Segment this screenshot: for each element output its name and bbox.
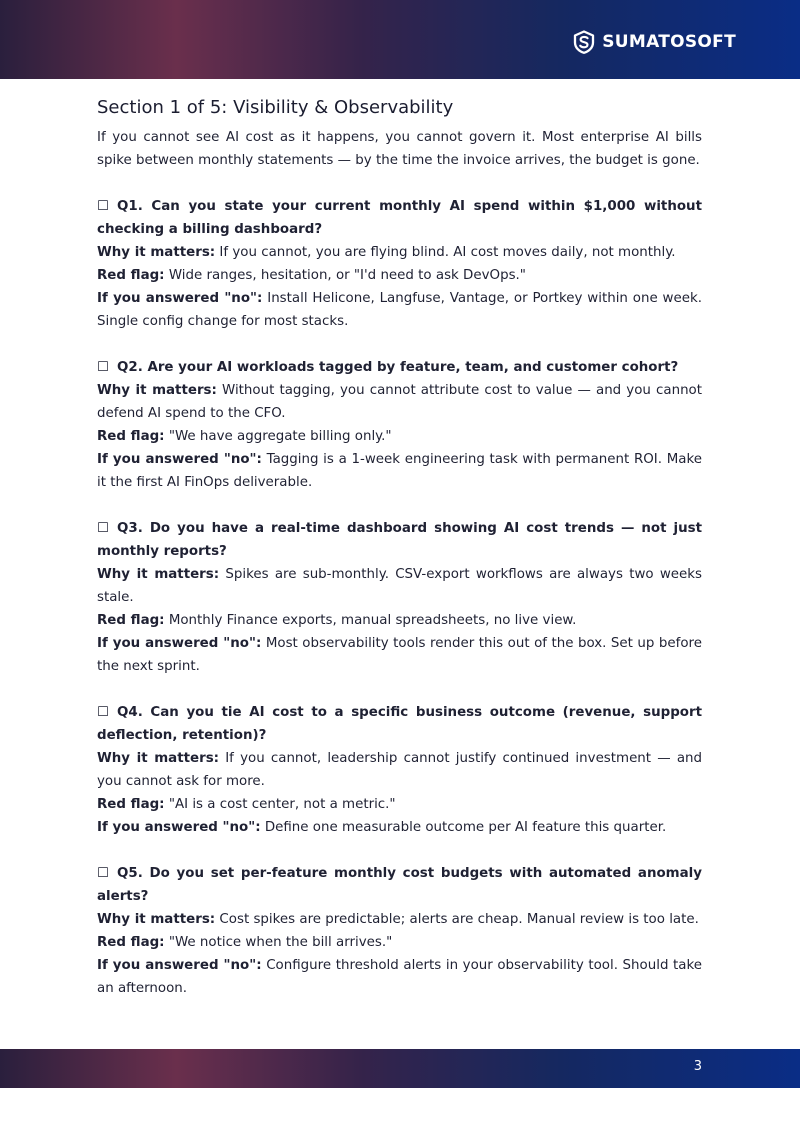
red-flag-text: "AI is a cost center, not a metric." <box>168 797 396 812</box>
question-q4 <box>97 701 702 839</box>
why-text: If you cannot, leadership cannot justify continued investment — and you cannot ask for more. <box>97 751 703 789</box>
if-no <box>97 448 702 494</box>
if-no-label: If you answered "no": <box>97 958 262 973</box>
if-no-label: If you answered "no": <box>97 820 261 835</box>
checkbox-icon: ☐ <box>97 705 110 720</box>
why-label: Why it matters: <box>97 751 220 766</box>
why-it-matters <box>97 379 702 425</box>
red-flag-label: Red flag: <box>97 797 165 812</box>
red-flag-label: Red flag: <box>97 268 165 283</box>
why-it-matters <box>97 908 702 931</box>
why-text: If you cannot, you are flying blind. AI cost moves daily, not monthly. <box>219 245 676 260</box>
section-title: Section 1 of 5: Visibility & Observability <box>97 97 454 118</box>
checkbox-icon: ☐ <box>97 360 110 375</box>
question-title <box>97 862 702 908</box>
if-no-text: Configure threshold alerts in your observability tool. Should take an afternoon. <box>97 958 703 996</box>
red-flag <box>97 609 702 632</box>
main-content <box>97 96 702 1000</box>
section-intro: If you cannot see AI cost as it happens, you cannot govern it. Most enterprise AI bills spike between monthly statements — by the time the invoice arrives, the budget is gone. <box>97 130 702 168</box>
question-title <box>97 701 702 747</box>
why-label: Why it matters: <box>97 567 220 582</box>
question-q1 <box>97 195 702 333</box>
red-flag <box>97 425 702 448</box>
red-flag-label: Red flag: <box>97 935 165 950</box>
red-flag-label: Red flag: <box>97 429 165 444</box>
red-flag <box>97 931 702 954</box>
question-title <box>97 356 702 379</box>
if-no-text: Tagging is a 1-week engineering task with permanent ROI. Make it the first AI FinOps deliverable. <box>97 452 702 490</box>
checkbox-icon: ☐ <box>97 866 110 881</box>
red-flag-text: Monthly Finance exports, manual spreadsheets, no live view. <box>168 613 577 628</box>
page-number: 3 <box>693 1059 702 1074</box>
question-text: Q2. Are your AI workloads tagged by feature, team, and customer cohort? <box>117 360 679 375</box>
why-label: Why it matters: <box>97 245 216 260</box>
brand-logo <box>573 29 736 55</box>
red-flag-text: "We notice when the bill arrives." <box>168 935 393 950</box>
if-no <box>97 632 702 678</box>
why-it-matters <box>97 241 702 264</box>
question-q3 <box>97 517 702 678</box>
question-q5 <box>97 862 702 1000</box>
question-q2 <box>97 356 702 494</box>
why-it-matters <box>97 563 702 609</box>
if-no-text: Most observability tools render this out of the box. Set up before the next sprint. <box>97 636 703 674</box>
why-text: Spikes are sub-monthly. CSV-export workflows are always two weeks stale. <box>97 567 702 605</box>
why-label: Why it matters: <box>97 912 216 927</box>
checkbox-icon: ☐ <box>97 521 110 536</box>
why-it-matters <box>97 747 702 793</box>
red-flag-label: Red flag: <box>97 613 165 628</box>
why-label: Why it matters: <box>97 383 217 398</box>
question-title <box>97 195 702 241</box>
if-no-label: If you answered "no": <box>97 291 263 306</box>
red-flag-text: Wide ranges, hesitation, or "I'd need to ask DevOps." <box>168 268 526 283</box>
why-text: Cost spikes are predictable; alerts are cheap. Manual review is too late. <box>219 912 699 927</box>
if-no-text: Define one measurable outcome per AI feature this quarter. <box>264 820 667 835</box>
red-flag-text: "We have aggregate billing only." <box>168 429 392 444</box>
question-text: Q1. Can you state your current monthly AI spend within $1,000 without checking a billing dashboard? <box>97 199 702 237</box>
checkbox-icon: ☐ <box>97 199 110 214</box>
red-flag <box>97 264 702 287</box>
question-text: Q5. Do you set per-feature monthly cost budgets with automated anomaly alerts? <box>97 866 702 904</box>
page-footer <box>0 1049 800 1088</box>
if-no <box>97 287 702 333</box>
brand-name: SUMATOSOFT <box>602 32 736 52</box>
if-no <box>97 816 702 839</box>
question-title <box>97 517 702 563</box>
why-text: Without tagging, you cannot attribute cost to value — and you cannot defend AI spend to the CFO. <box>97 383 702 421</box>
page-header <box>0 0 800 79</box>
s-shield-icon <box>573 30 595 54</box>
question-text: Q4. Can you tie AI cost to a specific business outcome (revenue, support deflection, retention)? <box>97 705 702 743</box>
if-no-label: If you answered "no": <box>97 636 262 651</box>
if-no-text: Install Helicone, Langfuse, Vantage, or Portkey within one week. Single config change for most stacks. <box>97 291 702 329</box>
question-text: Q3. Do you have a real-time dashboard showing AI cost trends — not just monthly reports? <box>97 521 702 559</box>
red-flag <box>97 793 702 816</box>
if-no-label: If you answered "no": <box>97 452 262 467</box>
if-no <box>97 954 702 1000</box>
